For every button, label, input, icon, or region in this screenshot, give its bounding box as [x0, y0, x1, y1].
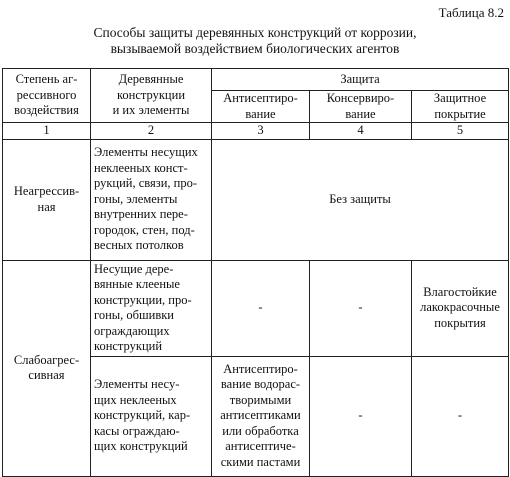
header-structures: Деревянные конструкции и их элементы [91, 69, 212, 123]
header-row-1 [3, 69, 509, 91]
caption-line-2: вызываемой воздействием биологических агентов [110, 41, 400, 56]
table-caption [0, 25, 510, 57]
structures-cell: Несущие дере- вянные клееные конструкции, про- гоны, обшивки ограждающих конструкций [91, 260, 212, 356]
coating-cell: Влагостойкие лакокрасочные покрытия [412, 260, 509, 356]
col-number-5: 5 [412, 123, 509, 140]
table-row [3, 260, 509, 356]
structures-cell: Элементы несу- щих неклееных конструкций, кар- касы ограждаю- щих конструкций [91, 356, 212, 476]
col-number-4: 4 [310, 123, 412, 140]
degree-cell: Неагрессив- ная [3, 139, 91, 260]
protection-table [2, 68, 509, 477]
antiseptic-cell: - [212, 260, 310, 356]
degree-cell: Слабоагрес- сивная [3, 260, 91, 476]
col-number-2: 2 [91, 123, 212, 140]
caption-line-1: Способы защиты деревянных конструкций от коррозии, [93, 25, 417, 40]
column-number-row [3, 123, 509, 140]
col-number-3: 3 [212, 123, 310, 140]
conservation-cell: - [310, 356, 412, 476]
coating-cell: - [412, 356, 509, 476]
protection-cell: Без защиты [212, 139, 509, 260]
antiseptic-cell: Антисептиро- вание водорас- творимыми антисептиками или обработка антисептиче- скими пастами [212, 356, 310, 476]
header-degree: Степень аг- рессивного воздействия [3, 69, 91, 123]
table-row [3, 139, 509, 260]
conservation-cell: - [310, 260, 412, 356]
header-protection-group: Защита [212, 69, 509, 91]
header-antiseptic: Антисептиро- вание [212, 91, 310, 123]
table-number: Таблица 8.2 [438, 5, 504, 20]
header-conservation: Консервиро- вание [310, 91, 412, 123]
structures-cell: Элементы несущих неклееных конст- рукций, связи, про- гоны, элементы внутренних пере- городок, стен, под- весных потолков [91, 139, 212, 260]
header-coating: Защитное покрытие [412, 91, 509, 123]
col-number-1: 1 [3, 123, 91, 140]
